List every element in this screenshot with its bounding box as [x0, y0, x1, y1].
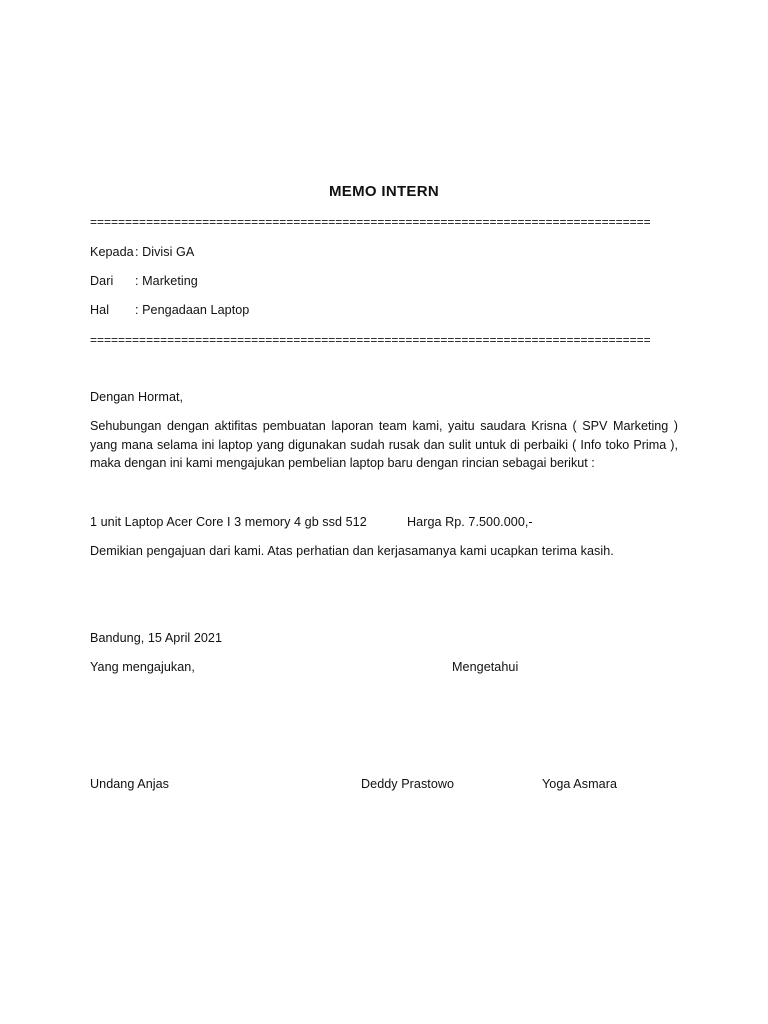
signatory-submitter: Undang Anjas	[90, 777, 170, 791]
memo-title: MEMO INTERN	[329, 183, 439, 200]
divider-bottom: ================================================================================	[90, 333, 651, 347]
item-description: 1 unit Laptop Acer Core I 3 memory 4 gb ssd 512	[90, 515, 367, 529]
dari-label: Dari	[90, 274, 114, 288]
item-price: Harga Rp. 7.500.000,-	[407, 515, 533, 529]
salutation: Dengan Hormat,	[90, 390, 184, 404]
signatory-approver-2: Yoga Asmara	[542, 777, 617, 791]
acknowledged-label: Mengetahui	[452, 660, 519, 674]
closing-statement: Demikian pengajuan dari kami. Atas perhatian dan kerjasamanya kami ucapkan terima kasih.	[90, 544, 614, 558]
hal-value: : Pengadaan Laptop	[135, 303, 250, 317]
hal-label: Hal	[90, 303, 110, 317]
divider-top: ================================================================================	[90, 215, 651, 229]
signatory-approver-1: Deddy Prastowo	[361, 777, 455, 791]
kepada-label: Kepada	[90, 245, 134, 259]
dari-value: : Marketing	[135, 274, 198, 288]
kepada-value: : Divisi GA	[135, 245, 195, 259]
submitted-by-label: Yang mengajukan,	[90, 660, 195, 674]
body-paragraph: Sehubungan dengan aktifitas pembuatan laporan team kami, yaitu saudara Krisna ( SPV Marketing ) yang mana selama ini laptop yang digunakan sudah rusak dan sulit untuk di perbaiki ( Info toko Prima ), maka dengan ini kami mengajukan pembelian laptop baru dengan rincian sebagai berikut :	[90, 419, 678, 470]
place-date: Bandung, 15 April 2021	[90, 631, 223, 645]
